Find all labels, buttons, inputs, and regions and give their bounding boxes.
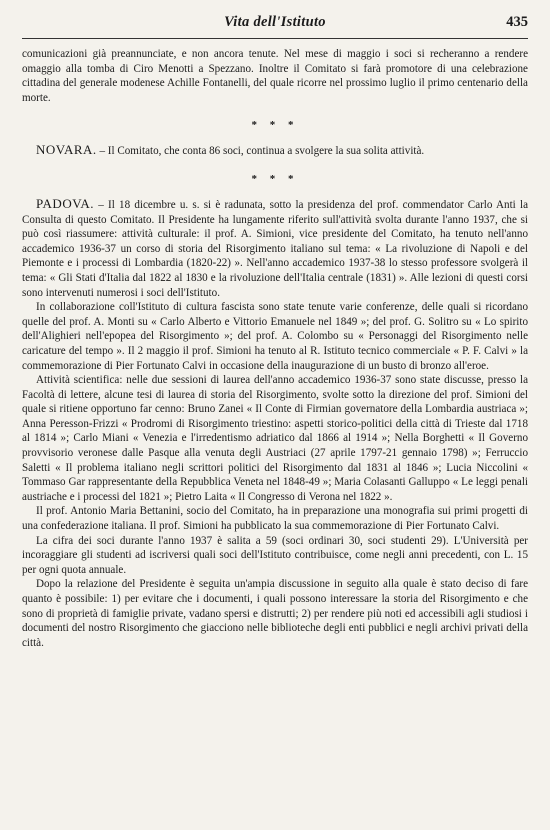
padova-paragraph: Attività scientifica: nelle due sessioni di laurea dell'anno accademico 1936-37 sono state discusse, presso la Facoltà di lettere, alcune tesi di laurea di storia del Risorgimento, svolte sotto la direzione del prof. Simioni del quale si ritiene opportuno far cenno: Bruno Zanei « Il Conte di Firmian governatore della Lombardia austriaca »; Anna Peresson-Frizzi « Prodromi di Risorgimento triestino: aspetti storico-politici della città di Trieste dal 1718 al 1814 »; Carlo Miani « Venezia e l'irredentismo adriatico dal 1866 al 1914 »; Nella Borghetti « Il Governo provvisorio veronese dalle Pasque alla venuta degli Austriaci (27 aprile 1797-21 gennaio 1798) »; Ferruccio Saletti « Il problema italiano negli scrittori politici del Risorgimento dal 1831 al 1846 »; Lucia Niccolini « Tommaso Gar rappresentante della Repubblica Veneta nel 1848-49 »; Maria Colasanti Galluppo « Le leggi penali austriache e i processi del 1821 »; Pietro Laita « Il Congresso di Verona nel 1822 ». [22,374,528,503]
section-name-novara: NOVARA. [36,142,97,158]
novara-text: – Il Comitato, che conta 86 soci, continua a svolgere la sua solita attività. [96,145,425,158]
running-header [22,14,528,36]
padova-text: – Il 18 dicembre u. s. si è radunata, sotto la presidenza del prof. commendator Carlo Anti la Consulta di questo Comitato. Il Presidente ha lungamente riferito sull'attività svolta durante l'anno 1937, che si può così riassumere: attività culturale: il prof. A. Simioni, vice presidente del Comitato, ha tenuto nell'anno accademico 1936-37 un corso di storia del Risorgimento italiano sul tema: « La rivoluzione di Napoli e del Piemonte e i processi di Lombardia (1820-22) ». Nell'anno accademico 1937-38 lo stesso professore svolgerà il tema: « Gli Stati d'Italia dal 1822 al 1830 e la rivoluzione dell'Italia centrale (1831) ». Alle lezioni di questi corsi sono intervenuti numerosi i soci dell'Istituto. [22,198,528,299]
running-title: Vita dell'Istituto [224,14,326,30]
novara-paragraph [22,143,528,159]
padova-paragraph: Dopo la relazione del Presidente è seguita un'ampia discussione in seguito alla quale è stato deciso di fare quanto è possibile: 1) per evitare che i documenti, i quali possono interessare la storia del Risorgimento e che sono di proprietà di famiglie private, vadano spersi e distrutti; 2) per rendere più noti ed accessibili agli studiosi i documenti del nostro Risorgimento che giacciono nelle biblioteche degli enti pubblici e negli archivi privati della città. [22,578,528,649]
intro-paragraph: comunicazioni già preannunciate, e non ancora tenute. Nel mese di maggio i soci si recheranno a rendere omaggio alla tomba di Ciro Menotti a Spezzano. Inoltre il Comitato si farà promotore di una celebrazione cittadina del generale modenese Achille Fontanelli, del quale ricorre nel prossimo luglio il primo centenario della morte. [22,48,528,104]
section-separator: * * * [251,119,299,132]
padova-paragraph [22,197,528,300]
padova-paragraph: Il prof. Antonio Maria Bettanini, socio del Comitato, ha in preparazione una monografia sui primi progetti di una confederazione italiana. Il prof. Simioni ha pubblicato la sua commemorazione di Pier Fortunato Calvi. [22,505,528,533]
padova-paragraph: In collaborazione coll'Istituto di cultura fascista sono state tenute varie conferenze, delle quali si ricordano quelle del prof. A. Monti su « Carlo Alberto e Vittorio Emanuele nel 1849 »; del prof. G. Solitro su « Lo spirito dell'Alighieri nell'epopea del Risorgimento »; del prof. A. Colombo su « Personaggi del Risorgimento nelle caricature del tempo ». Il 2 maggio il prof. Simioni ha tenuto al R. Istituto tecnico commerciale « P. F. Calvi » la commemorazione di Pier Fortunato Calvi in occasione della inaugurazione di un busto di bronzo all'eroe. [22,301,528,372]
padova-paragraph: La cifra dei soci durante l'anno 1937 è salita a 59 (soci ordinari 30, soci studenti 29). L'Università per incoraggiare gli studenti ad iscriversi quali soci dell'Istituto contribuisce, come negli anni precedenti, con L. 15 per ogni quota annuale. [22,534,528,576]
section-name-padova: PADOVA. [36,195,95,211]
page-number: 435 [506,14,528,30]
section-separator: * * * [251,172,299,185]
header-rule [22,38,528,39]
